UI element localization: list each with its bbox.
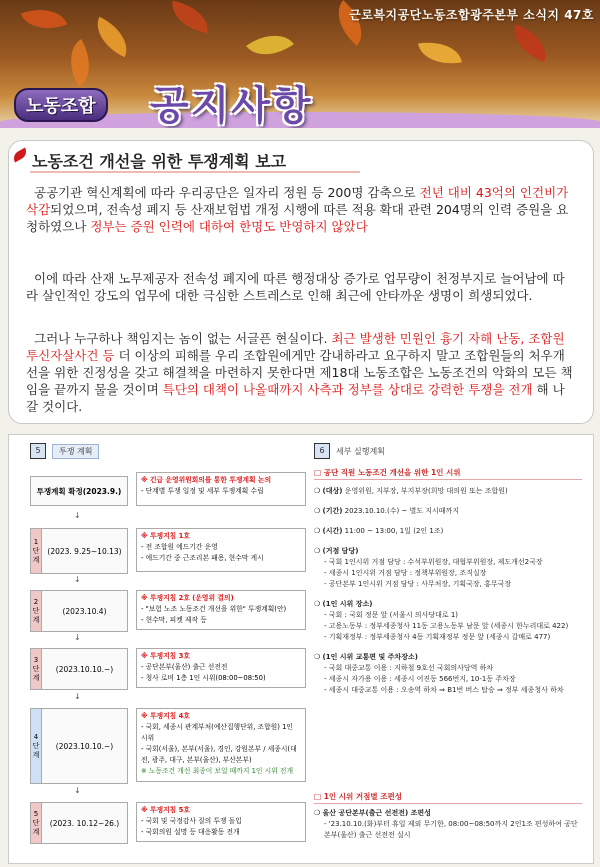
paragraph-3: 그러나 누구하나 책임지는 놈이 없는 서글픈 현실이다. 최근 발생한 민원인 흉기 자해 난동, 조합원 투신자살사건 등 더 이상의 피해를 우리 조합원에게만 감내하라고 요구하지 말고 조합원들의 처우개선을 위한 진정성을 갖고 해결책을 마련하지 못한다면 제18대 노동조합은 노동조건의 악화의 모든 책임을 끝까지 물을 것이며 특단의 대책이 나올때까지 사측과 정부를 상대로 강력한 투쟁을 전개 해 나갈 것이다. bbox=[26, 331, 573, 414]
execution-label: 세부 실행계획 bbox=[336, 446, 385, 456]
execution-number: 6 bbox=[314, 443, 330, 459]
step-4-detail: ※ 투쟁지침 4호 - 국회, 세종시 관계부처(예산집행단위, 조합원) 1인 시위 - 국회(서울), 본부(서울), 경인, 강원본부 / 세종시(대전, 광주, 대구, 본부(울산), 부산본부) ※ 노동조건 개선 최종이 보일 때까지 1인 시위 전개 bbox=[136, 708, 306, 782]
step-2: 2단계 (2023.10.4) bbox=[30, 590, 128, 632]
step-3: 3단계 (2023.10.10.~) bbox=[30, 648, 128, 690]
step-5-detail: ※ 투쟁지침 5호 - 국회 및 국정감사 질의 투쟁 돌입 - 국회의원 설명 등 대응활동 전개 bbox=[136, 802, 306, 842]
arrow-down-icon: ↓ bbox=[74, 633, 81, 642]
article-title: 노동조건 개선을 위한 투쟁계획 보고 bbox=[32, 149, 286, 172]
arrow-down-icon: ↓ bbox=[74, 575, 81, 584]
union-tag: 노동조합 bbox=[14, 88, 108, 122]
maple-leaf-6 bbox=[418, 37, 462, 70]
maple-leaf-8 bbox=[59, 39, 102, 87]
plan-header bbox=[30, 443, 99, 459]
step-2-detail: ※ 투쟁지침 2호 (운영위 결의) - "보험 노조 노동조건 개선을 위한" 투쟁계획(안) - 현수막, 피켓 제작 등 bbox=[136, 590, 306, 630]
execution-header bbox=[314, 443, 385, 459]
arrow-down-icon: ↓ bbox=[74, 692, 81, 701]
maple-leaf-3 bbox=[168, 1, 212, 34]
issue-label: 근로복지공단노동조합광주본부 소식지 47호 bbox=[349, 8, 594, 22]
maple-leaf-4 bbox=[246, 23, 294, 67]
arrow-down-icon: ↓ bbox=[74, 786, 81, 795]
step-1-detail: ※ 투쟁지침 1호 - 전 조합원 에드기간 운영 - 에드기간 중 근조리본 패용, 현수막 게시 bbox=[136, 528, 306, 572]
protest-box: □ 공단 직원 노동조건 개선을 위한 1인 시위 bbox=[314, 466, 582, 480]
paragraph-1: 공공기관 혁신계획에 따라 우리공단은 일자리 정원 등 200명 감축으로 전년 대비 43억의 인건비가 삭감되었으며, 전속성 폐지 등 산재보험법 개정 시행에 따른 적용 확대 관련 204명의 인력 증원을 요청하였으나 정부는 증원 인력에 대하여 한명도 반영하지 않았다 bbox=[26, 185, 569, 234]
decision-box: 투쟁계획 확정(2023.9.) bbox=[30, 476, 128, 506]
protest-details: ❍ (대상) 운영위원, 지부장, 부지부장(희망 대의원 또는 조합원) ❍ (기간) 2023.10.10.(수) ~ 별도 지시때까지 ❍ (시간) 11:00 ~ 13:00, 1일 (2인 1조) ❍ (거점 담당) - 국회 1인시위 거점 담당 : 수석부위원장, 대협부위원장, 제도개선2국장 - 세종시 1인시위 거점 담당 : 정책부위원장, 조직실장 - 공단본부 1인시위 거점 담당 : 사무처장, 기획국장, 홍무국장 ❍ (1인 시위 장소) - 국회 : 국회 정문 앞 (서울시 의사당대로 1) - 고용노동부 : 정부세종청사 11동 고용노동부 남문 앞 (세종시 한누리대로 422) - 기획재정부 : 정부세종청사 4동 기획재정부 정문 앞 (세종시 갈매로 477) ❍ (1인 시위 교통편 및 주차장소) - 국회 대중교통 이용 : 지하철 9호선 국회의사당역 하차 - 세종시 자가용 이용 : 세종시 어진동 566번지, 10-1동 주차장 - 세종시 대중교통 이용 : 오송역 하차 ⇒ B1번 버스 탑승 ⇒ 정부 세종청사 하차 bbox=[314, 487, 569, 694]
step-5: 5단계 (2023. 10.12~26.) bbox=[30, 802, 128, 844]
step-4: 4단계 (2023.10.10.~) bbox=[30, 708, 128, 784]
hq-protest: ❍ 울산 공단본부(출근 선전전) 조편성 - '23.10.10.(화)부터 휴일 제외 무기한, 08:00~08:50까지 2인1조 편성하여 공단본부(울산) 출근 선전전 실시 bbox=[314, 809, 578, 839]
plan-label: 투쟁 계획 bbox=[52, 444, 99, 459]
title-underline bbox=[30, 171, 360, 173]
maple-leaf-7 bbox=[507, 24, 553, 62]
maple-leaf-2 bbox=[88, 17, 135, 57]
protest-group-box: □ 1인 시위 거점별 조편성 bbox=[314, 790, 582, 804]
plan-number: 5 bbox=[30, 443, 46, 459]
step-1: 1단계 (2023. 9.25~10.13) bbox=[30, 528, 128, 574]
page-title: 공지사항 bbox=[150, 83, 313, 128]
arrow-down-icon: ↓ bbox=[74, 511, 81, 520]
paragraph-2: 이에 따라 산재 노무제공자 전속성 폐지에 따른 행정대상 증가로 업무량이 천정부지로 늘어남에 따라 살인적인 강도의 업무에 대한 극심한 스트레스로 인해 최근에 안타까운 생명이 희생되었다. bbox=[26, 271, 565, 303]
decision-detail: ※ 긴급 운영위원회의를 통한 투쟁계획 논의 - 단계별 투쟁 일정 및 세부 투쟁계획 수립 bbox=[136, 472, 306, 506]
step-3-detail: ※ 투쟁지침 3호 - 공단본부(울산) 출근 선전전 - 청사 로비 1층 1인 시위(08:00~08:50) bbox=[136, 648, 306, 688]
header-banner bbox=[0, 0, 600, 128]
maple-leaf-1 bbox=[21, 0, 67, 38]
